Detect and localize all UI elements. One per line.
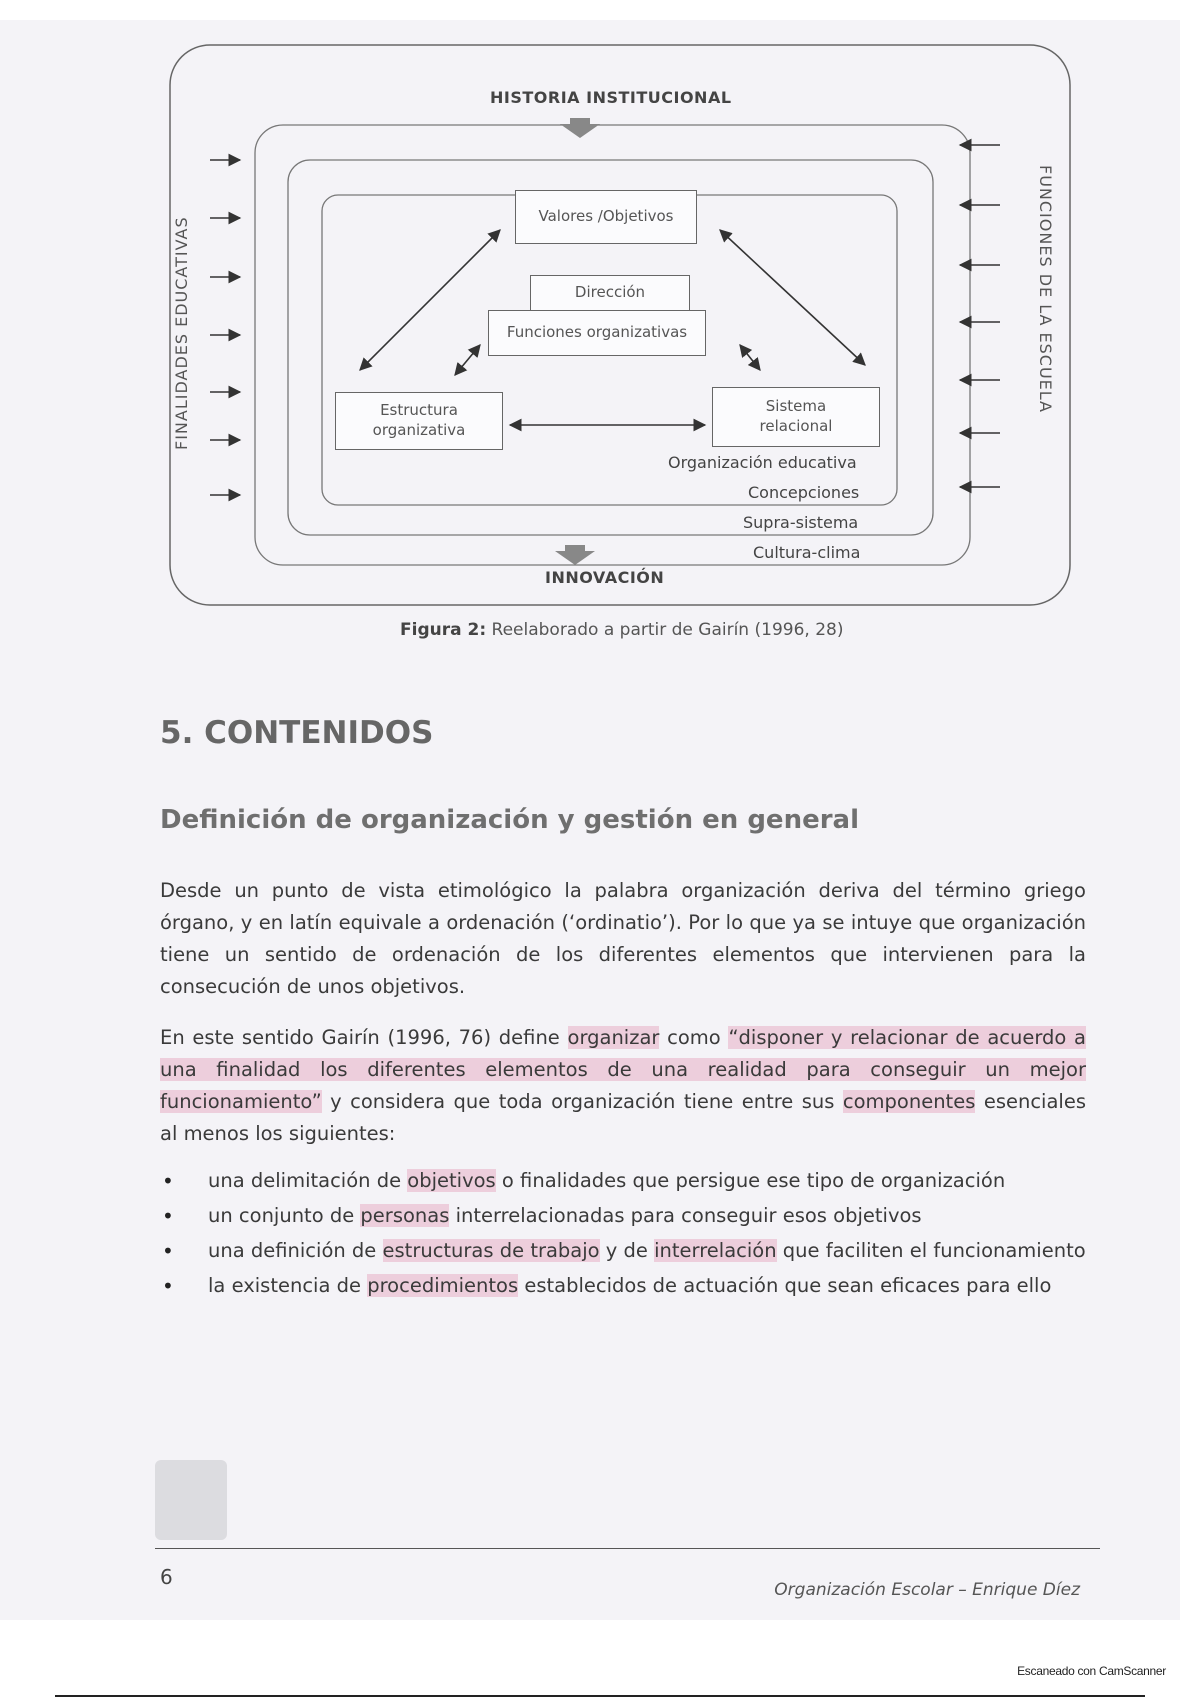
historia-arrow <box>560 118 600 138</box>
cultura-label: Cultura-clima <box>753 543 861 562</box>
footer-rule <box>155 1548 1100 1549</box>
direccion-box: Dirección <box>530 275 690 311</box>
p2-text-a: En este sentido Gairín (1996, 76) define <box>160 1026 568 1049</box>
concepciones-label: Concepciones <box>748 483 860 502</box>
list-item: • una definición de estructuras de trabajo y de interrelación que faciliten el funcionamiento <box>160 1235 1086 1267</box>
paragraph-1: Desde un punto de vista etimológico la palabra organización deriva del término griego órgano, y en latín equivale a ordenación (‘ordinatio’). Por lo que ya se intuye que organización tiene un sentido de ordenación de los diferentes elementos que intervienen para la consecución de unos objetivos. <box>160 879 1086 998</box>
sistema-box <box>712 387 880 447</box>
supra-label: Supra-sistema <box>743 513 859 532</box>
list-item: • una delimitación de objetivos o finalidades que persigue ese tipo de organización <box>160 1165 1086 1197</box>
subsection-title: Definición de organización y gestión en general <box>160 805 859 835</box>
figure-caption <box>400 620 843 640</box>
estructura-line1: Estructura <box>380 401 458 419</box>
right-arrows <box>960 145 1000 487</box>
innovacion-label: INNOVACIÓN <box>545 568 665 587</box>
p2-text-c: como <box>659 1026 729 1049</box>
p2-highlight-componentes: componentes <box>842 1090 976 1113</box>
estructura-box <box>335 392 503 450</box>
paragraph-2 <box>160 1022 1086 1150</box>
highlight-estructuras: estructuras de trabajo <box>382 1239 600 1262</box>
scanner-watermark: Escaneado con CamScanner <box>1017 1664 1166 1678</box>
highlight-interrelacion: interrelación <box>654 1239 777 1262</box>
finalidades-label: FINALIDADES EDUCATIVAS <box>172 216 191 450</box>
organization-diagram <box>160 40 1080 610</box>
document-page <box>0 20 1180 1620</box>
caption-label: Figura 2: <box>400 620 487 640</box>
section-title: 5. CONTENIDOS <box>160 715 434 751</box>
highlight-objetivos: objetivos <box>407 1169 496 1192</box>
highlight-personas: personas <box>360 1204 450 1227</box>
funciones-escuela-label: FUNCIONES DE LA ESCUELA <box>1036 165 1055 413</box>
highlight-procedimientos: procedimientos <box>367 1274 519 1297</box>
historia-label: HISTORIA INSTITUCIONAL <box>490 88 732 107</box>
valores-box: Valores /Objetivos <box>515 190 697 244</box>
bottom-rule <box>55 1695 1145 1697</box>
running-title: Organización Escolar – Enrique Díez <box>774 1580 1080 1600</box>
org-educativa-label: Organización educativa <box>668 453 857 472</box>
estructura-line2: organizativa <box>372 421 466 439</box>
p2-text-g: esenciales al menos los siguientes: <box>160 1090 1087 1145</box>
scan-smudge <box>155 1460 227 1540</box>
sistema-line1: Sistema <box>765 397 827 415</box>
components-list <box>160 1165 1086 1305</box>
innovacion-arrow <box>555 545 595 565</box>
funciones-org-box: Funciones organizativas <box>488 310 706 356</box>
sistema-line2: relacional <box>759 417 833 435</box>
p2-highlight-organizar: organizar <box>567 1026 660 1049</box>
list-item: • la existencia de procedimientos establecidos de actuación que sean eficaces para ello <box>160 1270 1086 1302</box>
left-arrows <box>210 160 240 495</box>
p2-highlight-quote: “disponer y relacionar de acuerdo a una finalidad los diferentes elementos de una realidad para conseguir un mejor funcionamiento” <box>160 1026 1086 1113</box>
caption-text: Reelaborado a partir de Gairín (1996, 28) <box>486 620 844 640</box>
p2-text-e: y considera que toda organización tiene entre sus <box>321 1090 843 1113</box>
page-number: 6 <box>160 1565 173 1589</box>
list-item: • un conjunto de personas interrelacionadas para conseguir esos objetivos <box>160 1200 1086 1232</box>
